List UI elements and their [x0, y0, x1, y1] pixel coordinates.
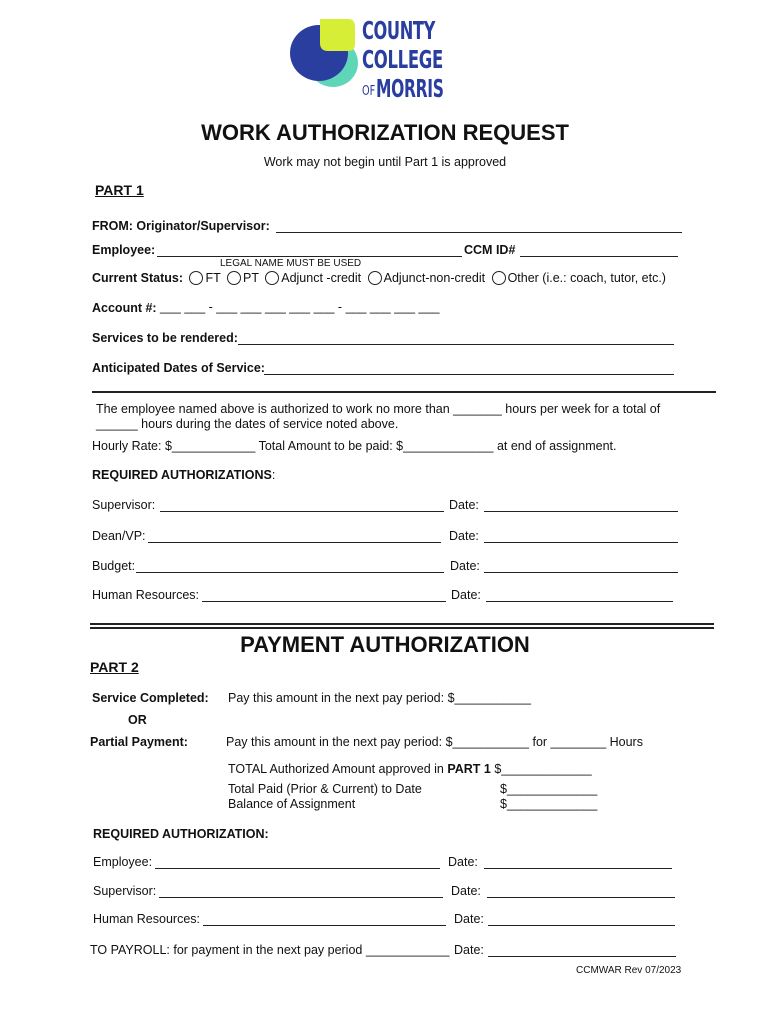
dean-label: Dean/VP:: [92, 529, 146, 543]
dean-signature-field[interactable]: [148, 542, 441, 543]
supervisor-signature-field[interactable]: [160, 511, 444, 512]
logo-text-of: OF: [362, 84, 376, 99]
partial-payment-text[interactable]: Pay this amount in the next pay period: $___________ for ________ Hours: [226, 735, 643, 749]
total-authorized-blank: $_____________: [490, 762, 592, 776]
partial-payment-label: Partial Payment:: [90, 735, 188, 749]
total-authorized-text: TOTAL Authorized Amount approved in: [228, 762, 448, 776]
budget-label: Budget:: [92, 559, 136, 573]
current-status-row: [92, 271, 666, 285]
double-divider-top: [90, 623, 714, 625]
total-authorized-row[interactable]: [228, 762, 592, 776]
dates-label: Anticipated Dates of Service:: [92, 361, 265, 375]
status-adjunct-noncredit-label: Adjunct-non-credit: [383, 271, 486, 285]
hr2-signature-field[interactable]: [203, 925, 446, 926]
hr-date-field[interactable]: [486, 601, 673, 602]
budget-date-label: Date:: [450, 559, 480, 573]
authorized-text-2: ______ hours during the dates of service noted above.: [96, 417, 399, 431]
employee-date-label: Date:: [448, 855, 478, 869]
status-adjunct-credit-label: Adjunct -credit: [281, 271, 362, 285]
balance-label: Balance of Assignment: [228, 797, 356, 811]
supervisor-date-field[interactable]: [484, 511, 678, 512]
supervisor-date-label: Date:: [449, 498, 479, 512]
services-field[interactable]: [238, 344, 674, 345]
logo-text-college: COLLEGE: [362, 45, 443, 74]
account-label: Account #:: [92, 301, 157, 315]
service-completed-label: Service Completed:: [92, 691, 209, 705]
dean-date-field[interactable]: [484, 542, 678, 543]
total-paid-field[interactable]: $_____________: [500, 782, 598, 796]
hr2-date-field[interactable]: [488, 925, 675, 926]
part1-heading: PART 1: [95, 182, 144, 198]
hr-date-label: Date:: [451, 588, 481, 602]
status-ft-radio[interactable]: [189, 271, 203, 285]
status-adjunct-credit-radio[interactable]: [265, 271, 279, 285]
status-ft-label: FT: [205, 271, 221, 285]
balance-field[interactable]: $_____________: [500, 797, 598, 811]
from-label: FROM: Originator/Supervisor:: [92, 219, 270, 233]
employee-label: Employee:: [92, 243, 156, 257]
required-authorization-heading: REQUIRED AUTHORIZATION:: [93, 827, 269, 841]
ccm-id-label: CCM ID#: [464, 243, 516, 257]
legal-name-note: LEGAL NAME MUST BE USED: [220, 258, 362, 269]
status-adjunct-noncredit-radio[interactable]: [368, 271, 382, 285]
authorized-text-1: The employee named above is authorized to work no more than _______ hours per week for a total of: [96, 402, 661, 416]
payment-title: PAYMENT AUTHORIZATION: [240, 632, 530, 657]
hr-signature-field[interactable]: [202, 601, 446, 602]
hr-label: Human Resources:: [92, 588, 199, 602]
page-subtitle: Work may not begin until Part 1 is approved: [263, 155, 507, 169]
employee-sign-label: Employee:: [93, 855, 153, 869]
status-other-label: Other (i.e.: coach, tutor, etc.): [507, 271, 666, 285]
ccm-id-field[interactable]: [520, 256, 678, 257]
status-other-radio[interactable]: [492, 271, 506, 285]
supervisor2-signature-field[interactable]: [159, 897, 443, 898]
payroll-label: TO PAYROLL: for payment in the next pay period: [90, 943, 363, 957]
hr2-label: Human Resources:: [93, 912, 200, 926]
logo-text-morris: MORRIS: [376, 74, 444, 103]
page-title: WORK AUTHORIZATION REQUEST: [201, 120, 569, 145]
payroll-date-field[interactable]: [488, 956, 676, 957]
form-footer-code: CCMWAR Rev 07/2023: [576, 965, 682, 976]
or-label: OR: [128, 713, 147, 727]
services-label: Services to be rendered:: [92, 331, 238, 345]
status-pt-radio[interactable]: [227, 271, 241, 285]
from-field[interactable]: [276, 232, 682, 233]
supervisor2-label: Supervisor:: [93, 884, 157, 898]
status-pt-label: PT: [243, 271, 259, 285]
double-divider-bottom: [90, 627, 714, 629]
part2-heading: PART 2: [90, 659, 139, 675]
account-field[interactable]: ___ ___ - ___ ___ ___ ___ ___ - ___ ___ ___ ___: [160, 300, 440, 314]
hourly-rate-text: Hourly Rate: $____________ Total Amount to be paid: $_____________ at end of assignment.: [92, 439, 617, 453]
employee-signature-field[interactable]: [155, 868, 440, 869]
dean-date-label: Date:: [449, 529, 479, 543]
required-authorizations-heading: REQUIRED AUTHORIZATIONS:: [92, 468, 276, 482]
current-status-label: Current Status:: [92, 271, 183, 285]
required-authorizations-text: REQUIRED AUTHORIZATIONS: [92, 468, 272, 482]
hr2-date-label: Date:: [454, 912, 484, 926]
total-authorized-part: PART 1: [447, 762, 491, 776]
payroll-date-label: Date:: [454, 943, 484, 957]
budget-date-field[interactable]: [484, 572, 678, 573]
logo-mark-icon: [288, 19, 363, 91]
college-logo: [288, 16, 448, 112]
budget-signature-field[interactable]: [136, 572, 444, 573]
logo-text-county: COUNTY: [362, 16, 435, 45]
supervisor-label: Supervisor:: [92, 498, 156, 512]
supervisor2-date-field[interactable]: [487, 897, 675, 898]
total-paid-label: Total Paid (Prior & Current) to Date: [228, 782, 422, 796]
section-divider: [92, 391, 716, 393]
supervisor2-date-label: Date:: [451, 884, 481, 898]
service-completed-text[interactable]: Pay this amount in the next pay period: $___________: [228, 691, 531, 705]
payroll-field[interactable]: ____________: [366, 943, 450, 957]
employee-field[interactable]: [157, 256, 462, 257]
dates-field[interactable]: [264, 374, 674, 375]
employee-date-field[interactable]: [484, 868, 672, 869]
